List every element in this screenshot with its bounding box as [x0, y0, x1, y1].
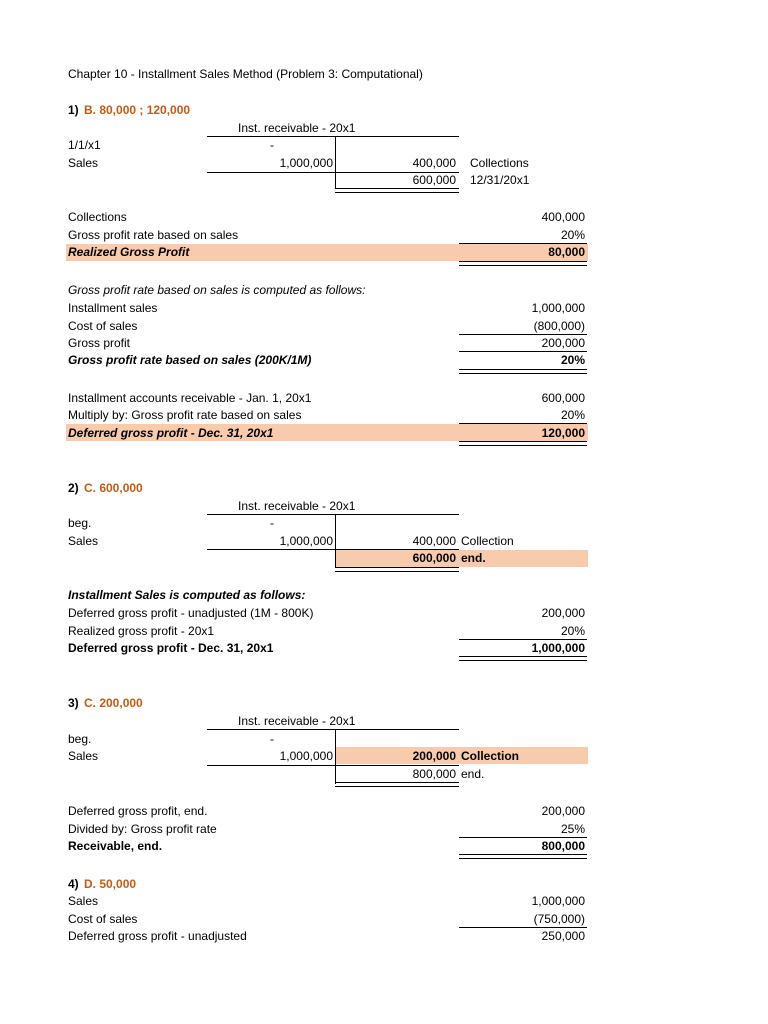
- p1-calc2-label: Cost of sales: [68, 319, 138, 333]
- p2-row1-label: beg.: [68, 516, 92, 530]
- p1-calc2-label: Gross profit: [68, 336, 131, 350]
- p1-row2-note: Collections: [470, 156, 529, 170]
- p1-calc1-double-line: [459, 261, 587, 266]
- p3-row1-debit: -: [270, 732, 274, 746]
- p1-calc3-value: 600,000: [541, 391, 585, 405]
- p3-calc-value: 200,000: [541, 804, 585, 818]
- p3-row2-credit: 200,000: [412, 749, 456, 763]
- p1-gp-rate-label: Gross profit rate based on sales (200K/1M): [68, 353, 312, 367]
- p2-t-account-title: Inst. receivable - 20x1: [238, 499, 356, 513]
- p2-calc-double-line: [459, 656, 587, 661]
- p1-row2-credit: 400,000: [412, 156, 456, 170]
- p3-row3-credit: 800,000: [412, 767, 456, 781]
- p2-row3-note: end.: [461, 551, 486, 565]
- p1-row3-credit: 600,000: [412, 173, 456, 187]
- p3-number: 3): [68, 696, 79, 710]
- p4-calc-label: Cost of sales: [68, 912, 138, 926]
- p4-calc-value: (750,000): [533, 912, 585, 926]
- p3-row1-label: beg.: [68, 732, 92, 746]
- p3-t-top-line: [207, 729, 459, 730]
- p2-row2-note: Collection: [461, 534, 514, 548]
- p4-answer: D. 50,000: [84, 877, 137, 891]
- p3-t-account-title: Inst. receivable - 20x1: [238, 714, 356, 728]
- p1-calc1-value: 20%: [560, 228, 585, 242]
- p4-calc-value: 250,000: [541, 929, 585, 943]
- p3-calc-double-line: [459, 854, 587, 859]
- p3-row3-note: end.: [461, 767, 485, 781]
- p1-calc2-label: Installment sales: [68, 301, 158, 315]
- p1-gp-rate-value: 20%: [560, 353, 585, 367]
- p1-calc3-value: 20%: [560, 408, 585, 422]
- p1-realized-gp-label: Realized Gross Profit: [68, 245, 190, 259]
- p1-calc3-subtotal-line: [459, 423, 587, 424]
- p1-t-top-line: [207, 136, 459, 137]
- p3-calc-label: Divided by: Gross profit rate: [68, 822, 217, 836]
- p1-realized-gp-value: 80,000: [548, 245, 585, 259]
- p1-row1-label: 1/1/x1: [68, 138, 101, 152]
- p1-calc3-label: Multiply by: Gross profit rate based on sales: [68, 408, 302, 422]
- p3-t-double-line: [335, 782, 459, 787]
- p1-calc1-label: Collections: [68, 210, 127, 224]
- p2-row2-debit: 1,000,000: [279, 534, 333, 548]
- p1-calc2-value: 1,000,000: [531, 301, 585, 315]
- p1-t-divider: [335, 137, 336, 189]
- p2-t-top-line: [207, 514, 459, 515]
- p2-row3-credit: 600,000: [412, 551, 456, 565]
- p1-deferred-gp-label: Deferred gross profit - Dec. 31, 20x1: [68, 426, 274, 440]
- p1-calc2-value: (800,000): [533, 319, 585, 333]
- p3-calc-total-label: Receivable, end.: [68, 839, 163, 853]
- p2-row2-label: Sales: [68, 534, 99, 548]
- p3-row2-note: Collection: [461, 749, 520, 763]
- p4-number: 4): [68, 877, 79, 891]
- p1-calc2-value: 200,000: [541, 336, 585, 350]
- p1-number: 1): [68, 103, 79, 117]
- p1-row2-debit: 1,000,000: [279, 156, 333, 170]
- p1-calc1-label: Gross profit rate based on sales: [68, 228, 239, 242]
- p4-calc-label: Sales: [68, 894, 99, 908]
- p2-calc-label: Realized gross profit - 20x1: [68, 624, 215, 638]
- p1-calc1-value: 400,000: [541, 210, 585, 224]
- p2-calc-total-label: Deferred gross profit - Dec. 31, 20x1: [68, 641, 274, 655]
- p1-gp-intro: Gross profit rate based on sales is computed as follows:: [68, 283, 366, 297]
- p3-answer: C. 200,000: [84, 696, 143, 710]
- p1-row2-label: Sales: [68, 156, 99, 170]
- p2-number: 2): [68, 481, 79, 495]
- p2-row1-debit: -: [270, 516, 274, 530]
- p2-row2-credit: 400,000: [412, 534, 456, 548]
- p1-calc2-double-line: [459, 369, 587, 374]
- p1-answer: B. 80,000 ; 120,000: [84, 103, 191, 117]
- p4-calc-label: Deferred gross profit - unadjusted: [68, 929, 247, 943]
- p1-deferred-gp-value: 120,000: [541, 426, 585, 440]
- p1-calc3-double-line: [459, 441, 587, 446]
- p3-row2-debit: 1,000,000: [279, 749, 333, 763]
- p3-calc-label: Deferred gross profit, end.: [68, 804, 208, 818]
- p3-calc-value: 25%: [560, 822, 585, 836]
- p2-calc-label: Deferred gross profit - unadjusted (1M - 800K): [68, 606, 314, 620]
- page-title: Chapter 10 - Installment Sales Method (Problem 3: Computational): [68, 67, 423, 81]
- p2-intro: Installment Sales is computed as follows:: [68, 588, 306, 602]
- p2-answer: C. 600,000: [84, 481, 143, 495]
- p1-calc3-label: Installment accounts receivable - Jan. 1, 20x1: [68, 391, 312, 405]
- p2-calc-value: 200,000: [541, 606, 585, 620]
- p2-calc-total-value: 1,000,000: [531, 641, 585, 655]
- p1-row3-note: 12/31/20x1: [470, 173, 530, 187]
- p2-t-double-line: [335, 567, 459, 572]
- p4-calc-value: 1,000,000: [531, 894, 585, 908]
- p2-calc-value: 20%: [560, 624, 585, 638]
- p3-row2-label: Sales: [68, 749, 99, 763]
- p1-t-double-line: [335, 188, 459, 193]
- p3-calc-total-value: 800,000: [541, 839, 585, 853]
- p1-row1-debit: -: [270, 138, 274, 152]
- p1-t-account-title: Inst. receivable - 20x1: [238, 121, 356, 135]
